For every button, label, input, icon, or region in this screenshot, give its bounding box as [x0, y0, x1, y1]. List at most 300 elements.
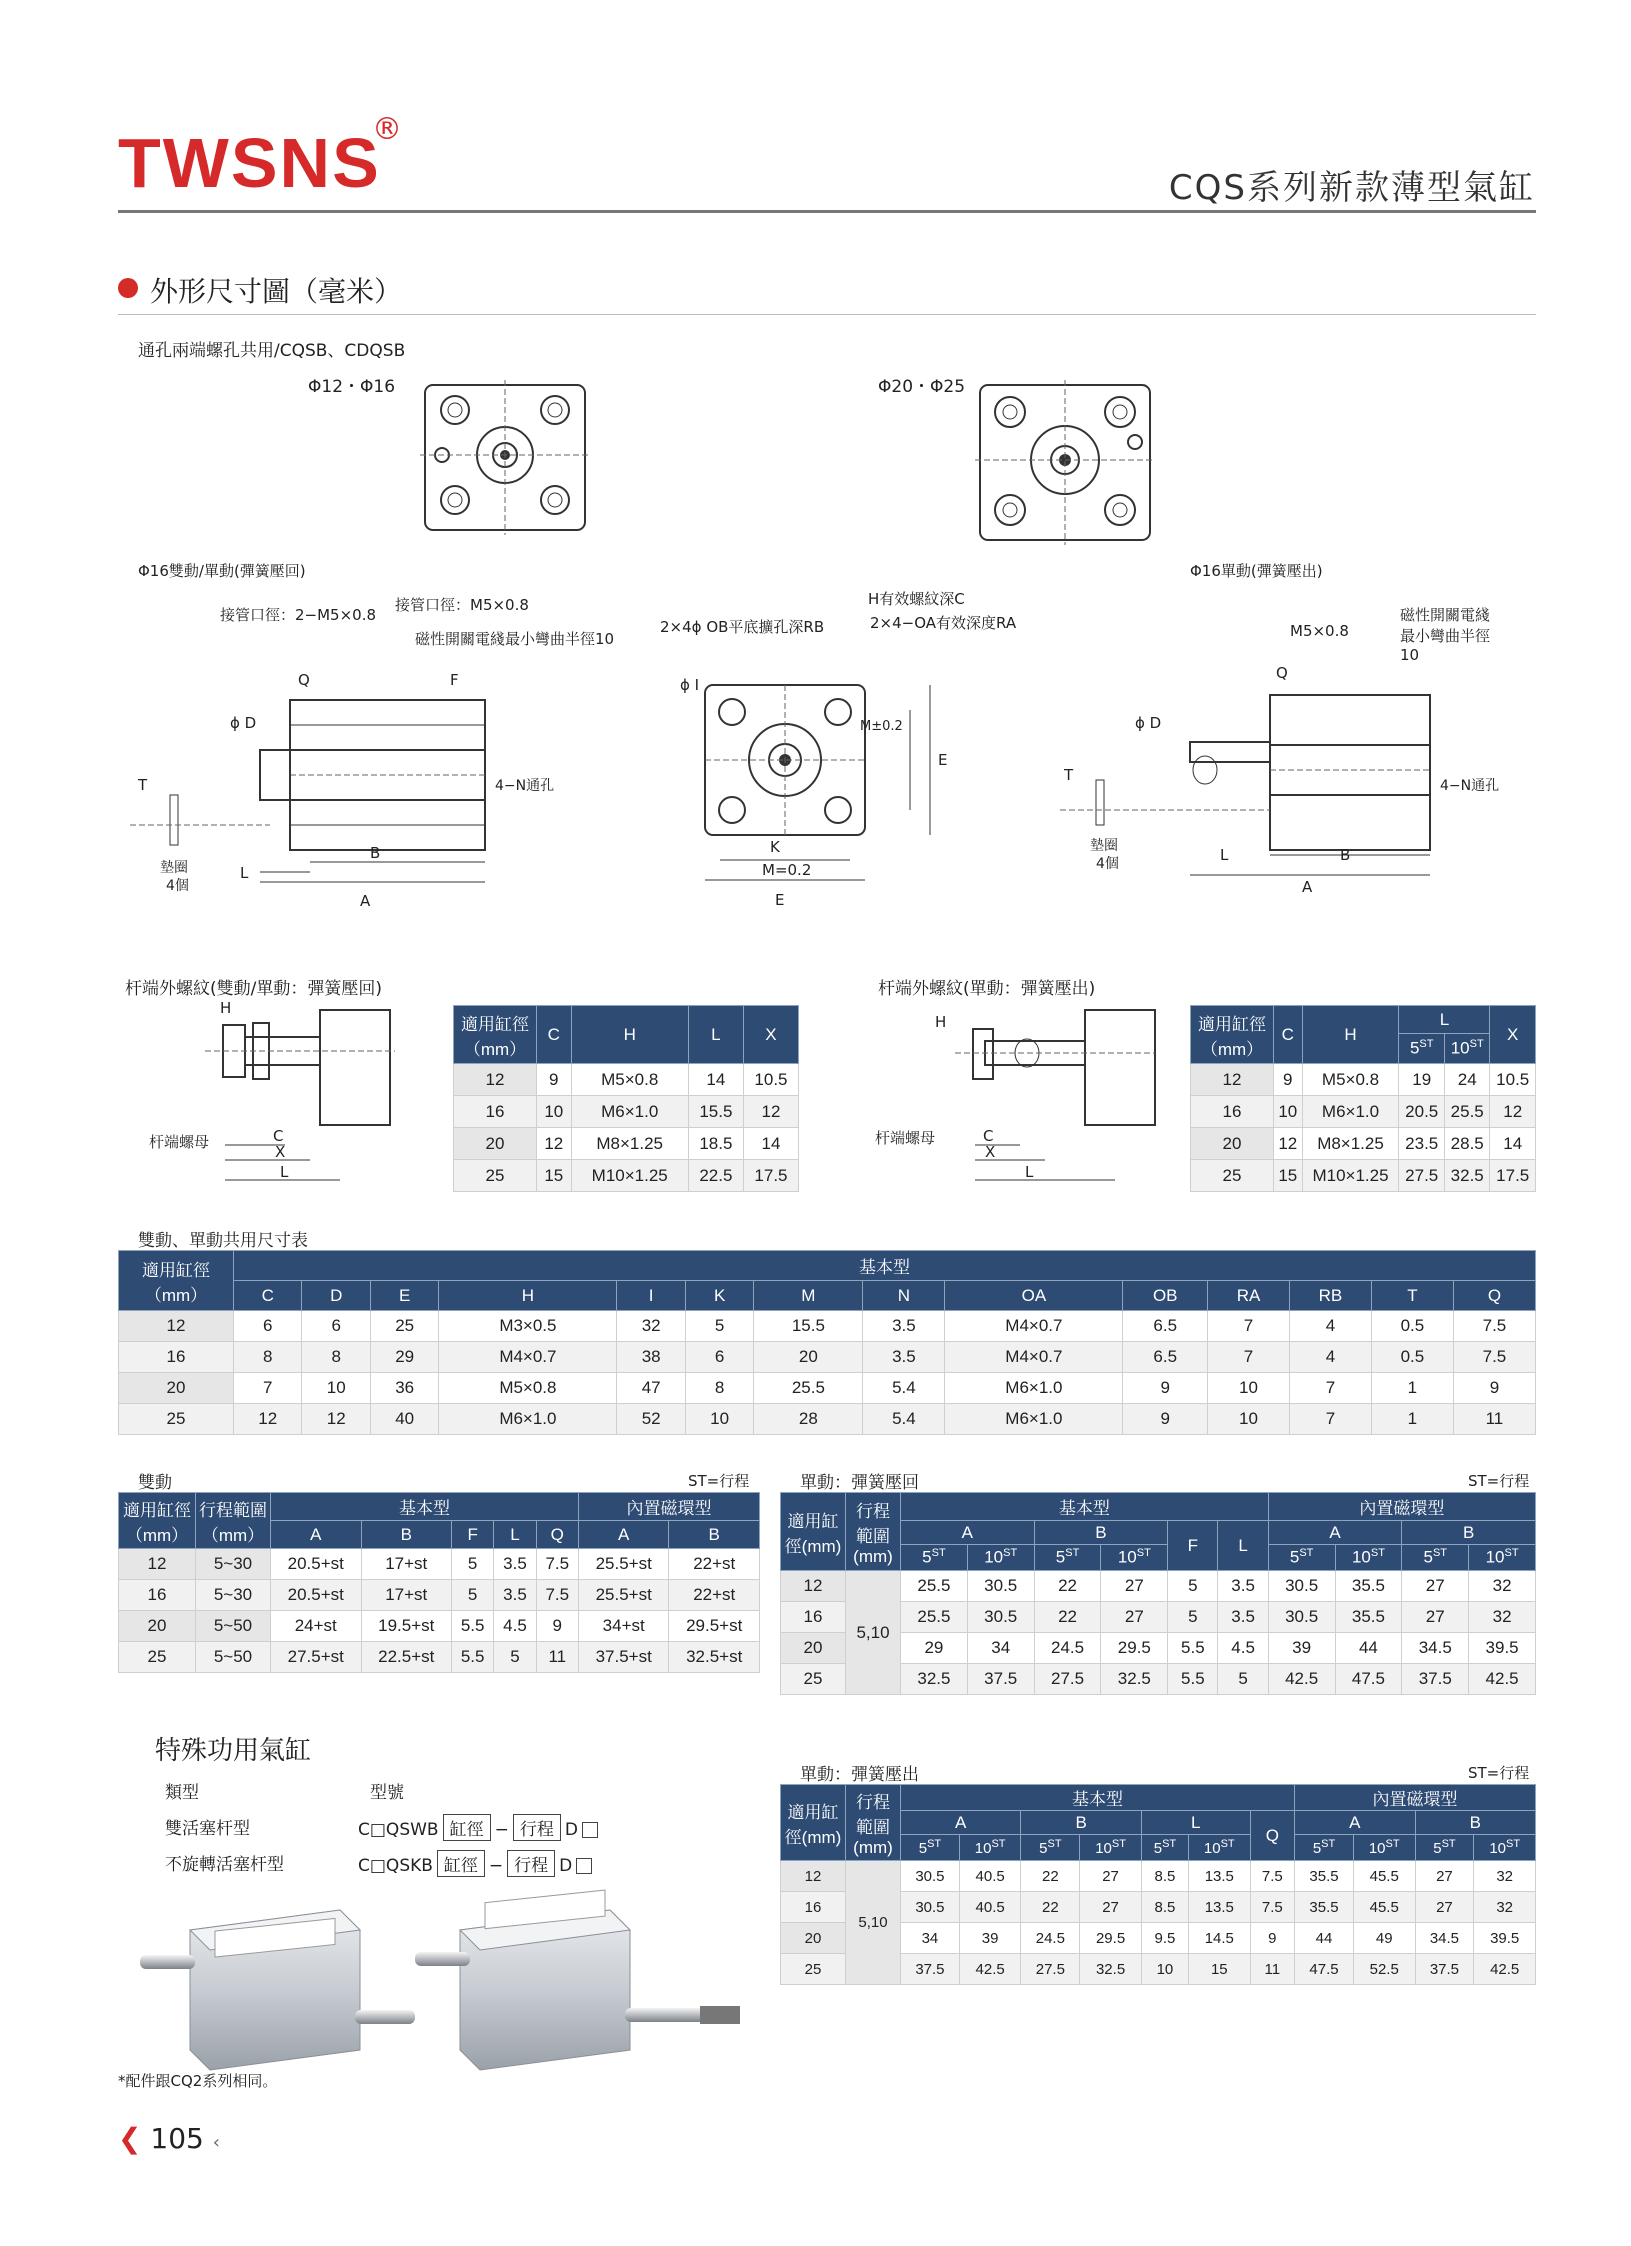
table-cell: 11: [1453, 1404, 1535, 1435]
table-cell: 32.5+st: [669, 1642, 760, 1673]
table-cell: 16: [119, 1580, 196, 1611]
table-cell: 19: [1399, 1064, 1445, 1096]
table-cell: 6: [302, 1311, 370, 1342]
common-title: 雙動、單動共用尺寸表: [138, 1231, 308, 1251]
rod-right-h-10st: 10ST: [1444, 1034, 1490, 1064]
stroke-header: 5ST: [1402, 1545, 1469, 1571]
table-cell: 8.5: [1141, 1892, 1188, 1923]
table-cell: 27: [1080, 1861, 1142, 1892]
rod-right-h-bore: 適用缸徑（mm）: [1191, 1006, 1274, 1064]
table-cell: 12: [781, 1571, 846, 1602]
table-cell: 47.5: [1335, 1664, 1402, 1695]
dim-q: Q: [298, 671, 310, 689]
table-cell: 12: [1191, 1064, 1274, 1096]
table-cell: 27: [1080, 1892, 1142, 1923]
table-cell: 1: [1371, 1404, 1453, 1435]
table-cell: M5×0.8: [1302, 1064, 1399, 1096]
table-cell: 27: [1101, 1602, 1168, 1633]
table-cell: 27: [1415, 1892, 1474, 1923]
table-header: RB: [1289, 1281, 1371, 1311]
rod-right-h-x: X: [1490, 1006, 1536, 1064]
table-cell: 5.5: [1168, 1664, 1218, 1695]
single-ext-h-mag-a: A: [1295, 1811, 1415, 1835]
table-row: [119, 1342, 1536, 1373]
label-switch-radius: 磁性開關電綫最小彎曲半徑10: [415, 630, 615, 648]
table-cell: 22: [1021, 1892, 1080, 1923]
table-cell: 32.5: [1101, 1664, 1168, 1695]
table-cell: 7.5: [1250, 1892, 1295, 1923]
double-h-bore: 適用缸徑（mm）: [119, 1493, 196, 1549]
table-cell: 12: [302, 1404, 370, 1435]
single-ext-table: [780, 1784, 1536, 1985]
table-row: [781, 1861, 1536, 1892]
dim-b-right: B: [1340, 846, 1351, 864]
table-cell: 5.5: [452, 1642, 494, 1673]
rod-right-nut: 杆端螺母: [875, 1129, 936, 1147]
stroke-header: 5ST: [901, 1545, 968, 1571]
single-ext-title: 單動：彈簧壓出: [800, 1765, 919, 1785]
double-st-note: ST=行程: [688, 1472, 750, 1490]
table-cell: 25.5: [901, 1571, 968, 1602]
table-cell: 42.5: [1469, 1664, 1536, 1695]
table-cell: 4: [1289, 1342, 1371, 1373]
rod-left-nut: 杆端螺母: [149, 1133, 210, 1151]
table-cell: 20: [454, 1128, 537, 1160]
rod-right-title: 杆端外螺紋(單動：彈簧壓出): [878, 979, 1096, 999]
table-cell: 0.5: [1371, 1342, 1453, 1373]
rod-right-h-l: L: [1399, 1006, 1490, 1034]
table-cell: 27.5: [1021, 1954, 1080, 1985]
table-row: [454, 1096, 799, 1128]
table-cell: 35.5: [1295, 1861, 1354, 1892]
special-model-header: 型號: [370, 1783, 404, 1803]
table-cell: 9: [1453, 1373, 1535, 1404]
table-cell: 23.5: [1399, 1128, 1445, 1160]
table-cell: 6.5: [1123, 1311, 1208, 1342]
single-ret-h-mag-b: B: [1402, 1521, 1536, 1545]
rod-end-right-drawing: [875, 995, 1155, 1195]
table-header: Q: [536, 1521, 578, 1549]
common-h-basic: 基本型: [234, 1251, 1536, 1281]
label-h-thread: H有效螺紋深C: [868, 590, 965, 608]
table-cell: 32.5: [901, 1664, 968, 1695]
double-h-basic: 基本型: [271, 1493, 579, 1521]
table-cell: 7.5: [536, 1580, 578, 1611]
label-d20-25: Φ20・Φ25: [878, 377, 966, 397]
dim-k: K: [770, 838, 780, 856]
table-cell: 34.5: [1415, 1923, 1474, 1954]
table-cell: 3.5: [494, 1580, 536, 1611]
table-cell: 17.5: [743, 1160, 798, 1192]
rod-left-h-x: X: [743, 1006, 798, 1064]
table-cell: 12: [234, 1404, 302, 1435]
table-cell: 39.5: [1474, 1923, 1536, 1954]
table-cell: 12: [119, 1311, 234, 1342]
chevron-left-icon: ❮: [118, 2122, 142, 2155]
table-header: N: [863, 1281, 945, 1311]
table-cell: 3.5: [1218, 1602, 1268, 1633]
table-cell: 14: [688, 1064, 743, 1096]
table-cell: 25: [1191, 1160, 1274, 1192]
table-cell: 10: [1141, 1954, 1188, 1985]
common-table: [118, 1250, 1536, 1435]
table-cell: 24.5: [1021, 1923, 1080, 1954]
label-washer-right: 墊圈: [1090, 838, 1118, 854]
table-cell: 8: [685, 1373, 753, 1404]
table-cell: 7.5: [1453, 1342, 1535, 1373]
special-type-2: 不旋轉活塞杆型: [165, 1855, 284, 1875]
rod-right-c: C: [983, 1127, 994, 1145]
table-cell: 40.5: [959, 1861, 1021, 1892]
single-ext-h-range: 行程範圍(mm): [846, 1785, 901, 1861]
table-cell: 5: [1218, 1664, 1268, 1695]
table-cell: 28: [754, 1404, 863, 1435]
rod-right-x: X: [985, 1143, 996, 1161]
table-row: [119, 1373, 1536, 1404]
stroke-header: 5ST: [1268, 1545, 1335, 1571]
single-ret-table: [780, 1492, 1536, 1695]
table-cell: 34: [901, 1923, 960, 1954]
special-type-1: 雙活塞杆型: [165, 1819, 250, 1839]
table-cell: 12: [1274, 1128, 1303, 1160]
table-row: [119, 1580, 760, 1611]
special-title: 特殊功用氣缸: [155, 1736, 312, 1766]
table-cell: 5,10: [846, 1861, 901, 1985]
dim-l: L: [240, 864, 249, 882]
table-cell: 12: [781, 1861, 846, 1892]
rod-left-x: X: [275, 1143, 286, 1161]
section-subtitle: 通孔兩端螺孔共用/CQSB、CDQSB: [138, 341, 406, 361]
table-cell: 37.5+st: [578, 1642, 669, 1673]
table-cell: 4: [1289, 1311, 1371, 1342]
single-ret-h-basic: 基本型: [901, 1493, 1269, 1521]
dim-i: ϕ I: [680, 676, 700, 694]
drawing-right-title: Φ16單動(彈簧壓出): [1190, 562, 1323, 580]
label-washer: 墊圈: [160, 860, 188, 876]
table-cell: 16: [119, 1342, 234, 1373]
table-cell: 29.5: [1101, 1633, 1168, 1664]
rod-left-h-h: H: [571, 1006, 688, 1064]
table-cell: 24.5: [1034, 1633, 1101, 1664]
table-cell: 16: [454, 1096, 537, 1128]
label-m5: M5×0.8: [1290, 622, 1349, 640]
rod-left-h-c: C: [537, 1006, 572, 1064]
label-port-2: 接管口徑：2−M5×0.8: [220, 606, 377, 624]
table-cell: M4×0.7: [945, 1342, 1123, 1373]
table-cell: 27: [1101, 1571, 1168, 1602]
table-cell: 20: [781, 1923, 846, 1954]
table-cell: 22: [1021, 1861, 1080, 1892]
table-cell: 0.5: [1371, 1311, 1453, 1342]
table-cell: 15: [537, 1160, 572, 1192]
stroke-header: 10ST: [1353, 1835, 1415, 1861]
table-cell: 14.5: [1189, 1923, 1251, 1954]
stroke-header: 10ST: [1080, 1835, 1142, 1861]
table-row: [454, 1128, 799, 1160]
registered-mark: ®: [372, 112, 402, 147]
table-cell: 35.5: [1335, 1571, 1402, 1602]
table-cell: 32: [1474, 1892, 1536, 1923]
table-cell: M5×0.8: [571, 1064, 688, 1096]
table-cell: 29: [901, 1633, 968, 1664]
table-cell: 3.5: [863, 1342, 945, 1373]
side-view-double-drawing: [130, 650, 555, 920]
dim-m-tol: M±0.2: [860, 719, 903, 734]
table-cell: 6: [685, 1342, 753, 1373]
table-cell: 15: [1274, 1160, 1303, 1192]
table-cell: 17.5: [1490, 1160, 1536, 1192]
table-cell: 30.5: [1268, 1602, 1335, 1633]
table-cell: 40.5: [959, 1892, 1021, 1923]
rod-right-table: [1190, 1005, 1536, 1192]
table-cell: 7: [1289, 1404, 1371, 1435]
table-header: OA: [945, 1281, 1123, 1311]
table-cell: 20.5+st: [271, 1580, 362, 1611]
table-row: [1191, 1160, 1536, 1192]
table-cell: 12: [537, 1128, 572, 1160]
rod-end-left-drawing: [145, 995, 395, 1195]
table-cell: 52: [617, 1404, 685, 1435]
label-ob: 2×4ϕ OB平底擴孔深RB: [660, 618, 825, 636]
rod-right-h-5st: 5ST: [1399, 1034, 1445, 1064]
stroke-header: 5ST: [1415, 1835, 1474, 1861]
dim-a: A: [360, 892, 371, 910]
table-cell: 25: [370, 1311, 438, 1342]
table-cell: 22: [1034, 1571, 1101, 1602]
table-header: I: [617, 1281, 685, 1311]
table-row: [781, 1571, 1536, 1602]
table-cell: 22+st: [669, 1549, 760, 1580]
single-ret-st-note: ST=行程: [1468, 1472, 1530, 1490]
table-cell: M6×1.0: [945, 1404, 1123, 1435]
table-cell: M4×0.7: [945, 1311, 1123, 1342]
single-ext-h-l: L: [1141, 1811, 1250, 1835]
stroke-header: 5ST: [1141, 1835, 1188, 1861]
table-cell: 10: [1208, 1404, 1290, 1435]
double-title: 雙動: [138, 1473, 172, 1493]
stroke-header: 5ST: [1295, 1835, 1354, 1861]
single-ret-h-a: A: [901, 1521, 1035, 1545]
table-cell: M8×1.25: [571, 1128, 688, 1160]
table-cell: 7.5: [1250, 1861, 1295, 1892]
header-divider: [118, 210, 1536, 213]
table-cell: 38: [617, 1342, 685, 1373]
table-cell: 13.5: [1189, 1892, 1251, 1923]
single-ret-h-mag-a: A: [1268, 1521, 1402, 1545]
table-cell: 27: [1402, 1571, 1469, 1602]
table-header: F: [452, 1521, 494, 1549]
rod-right-l: L: [1025, 1163, 1034, 1181]
table-cell: 39: [1268, 1633, 1335, 1664]
dim-d-right: ϕ D: [1135, 714, 1162, 732]
table-cell: 29: [370, 1342, 438, 1373]
common-h-bore: 適用缸徑（mm）: [119, 1251, 234, 1311]
table-cell: 8.5: [1141, 1861, 1188, 1892]
side-view-single-drawing: [1060, 650, 1500, 900]
table-header: D: [302, 1281, 370, 1311]
table-cell: 47.5: [1295, 1954, 1354, 1985]
table-cell: 37.5: [967, 1664, 1034, 1695]
table-cell: 3.5: [863, 1311, 945, 1342]
table-cell: 16: [1191, 1096, 1274, 1128]
label-oa: 2×4−OA有效深度RA: [870, 614, 1017, 632]
table-header: OB: [1123, 1281, 1208, 1311]
single-ext-st-note: ST=行程: [1468, 1764, 1530, 1782]
table-cell: 25.5+st: [578, 1580, 669, 1611]
label-washer-count: 4個: [166, 878, 189, 894]
table-header: A: [271, 1521, 362, 1549]
table-cell: 39.5: [1469, 1633, 1536, 1664]
end-view-drawing: [660, 650, 960, 920]
table-cell: 12: [743, 1096, 798, 1128]
table-cell: 45.5: [1353, 1861, 1415, 1892]
table-cell: 6: [234, 1311, 302, 1342]
table-cell: 30.5: [901, 1892, 960, 1923]
table-cell: 34: [967, 1633, 1034, 1664]
table-cell: M10×1.25: [1302, 1160, 1399, 1192]
single-ext-h-mag-b: B: [1415, 1811, 1536, 1835]
table-row: [119, 1611, 760, 1642]
table-cell: 22+st: [669, 1580, 760, 1611]
table-cell: 9: [1123, 1373, 1208, 1404]
table-cell: 5~30: [196, 1580, 271, 1611]
special-model-2: C□QSKB 缸徑 − 行程 D: [358, 1850, 596, 1877]
table-cell: 35.5: [1295, 1892, 1354, 1923]
table-cell: 5~50: [196, 1642, 271, 1673]
table-cell: 14: [1490, 1128, 1536, 1160]
table-cell: 42.5: [1474, 1954, 1536, 1985]
table-cell: 27.5: [1034, 1664, 1101, 1695]
label-switch-radius-2: 磁性開關電綫最小彎曲半徑10: [1400, 606, 1491, 664]
table-cell: 37.5: [901, 1954, 960, 1985]
table-cell: 32: [617, 1311, 685, 1342]
table-cell: 14: [743, 1128, 798, 1160]
dim-a-right: A: [1302, 878, 1313, 896]
table-cell: 45.5: [1353, 1892, 1415, 1923]
table-cell: 5: [1168, 1602, 1218, 1633]
table-cell: 20: [1191, 1128, 1274, 1160]
dim-q-right: Q: [1276, 664, 1288, 682]
table-cell: M8×1.25: [1302, 1128, 1399, 1160]
page-number-text: 105: [150, 2122, 204, 2155]
table-cell: 52.5: [1353, 1954, 1415, 1985]
table-cell: 15.5: [688, 1096, 743, 1128]
single-ret-h-bore: 適用缸徑(mm): [781, 1493, 846, 1571]
rod-left-h-l: L: [688, 1006, 743, 1064]
stroke-header: 10ST: [1101, 1545, 1168, 1571]
table-cell: 11: [1250, 1954, 1295, 1985]
rod-right-h: H: [935, 1013, 947, 1031]
table-cell: 9: [1123, 1404, 1208, 1435]
table-cell: 32.5: [1444, 1160, 1490, 1192]
product-photo: [130, 1890, 750, 2080]
table-header: L: [494, 1521, 536, 1549]
table-cell: 32: [1469, 1602, 1536, 1633]
table-cell: 30.5: [1268, 1571, 1335, 1602]
table-cell: 6.5: [1123, 1342, 1208, 1373]
table-cell: 9: [537, 1064, 572, 1096]
rod-right-h-c: C: [1274, 1006, 1303, 1064]
stroke-header: 10ST: [1335, 1545, 1402, 1571]
special-type-header: 類型: [165, 1783, 199, 1803]
table-cell: 25.5: [754, 1373, 863, 1404]
table-cell: 7: [1289, 1373, 1371, 1404]
table-cell: 9: [1274, 1064, 1303, 1096]
table-cell: 47: [617, 1373, 685, 1404]
single-ret-h-l: L: [1218, 1521, 1268, 1571]
dim-t-right: T: [1064, 766, 1074, 784]
double-h-mag: 內置磁環型: [578, 1493, 759, 1521]
stroke-header: 5ST: [901, 1835, 960, 1861]
table-row: [1191, 1128, 1536, 1160]
table-cell: 10.5: [1490, 1064, 1536, 1096]
table-cell: 18.5: [688, 1128, 743, 1160]
rod-left-l: L: [280, 1163, 289, 1181]
table-cell: 7: [1208, 1311, 1290, 1342]
table-cell: 42.5: [1268, 1664, 1335, 1695]
table-cell: 16: [781, 1602, 846, 1633]
table-row: [119, 1404, 1536, 1435]
table-cell: 8: [234, 1342, 302, 1373]
table-cell: 12: [119, 1549, 196, 1580]
table-cell: 17+st: [361, 1549, 452, 1580]
table-cell: 32.5: [1080, 1954, 1142, 1985]
dim-b: B: [370, 844, 381, 862]
table-cell: 5.4: [863, 1404, 945, 1435]
table-cell: 25: [119, 1404, 234, 1435]
table-header: H: [439, 1281, 617, 1311]
table-cell: 32: [1469, 1571, 1536, 1602]
table-cell: 37.5: [1402, 1664, 1469, 1695]
table-cell: 5: [685, 1311, 753, 1342]
table-cell: M6×1.0: [1302, 1096, 1399, 1128]
table-cell: 22.5+st: [361, 1642, 452, 1673]
brand-logo: TWSNS: [118, 124, 381, 202]
table-header: K: [685, 1281, 753, 1311]
table-cell: 30.5: [901, 1861, 960, 1892]
table-cell: 20: [781, 1633, 846, 1664]
single-ext-h-q: Q: [1250, 1811, 1295, 1861]
table-header: M: [754, 1281, 863, 1311]
table-cell: 10.5: [743, 1064, 798, 1096]
table-row: [119, 1549, 760, 1580]
table-cell: 25: [119, 1642, 196, 1673]
section-bullet-icon: [118, 278, 138, 298]
table-cell: M5×0.8: [439, 1373, 617, 1404]
single-ret-h-f: F: [1168, 1521, 1218, 1571]
label-d12-16: Φ12・Φ16: [308, 377, 396, 397]
rod-right-h-h: H: [1302, 1006, 1399, 1064]
dim-e-vertical: E: [938, 751, 948, 769]
table-cell: 1: [1371, 1373, 1453, 1404]
table-row: [119, 1642, 760, 1673]
table-cell: 35.5: [1335, 1602, 1402, 1633]
table-cell: 32: [1474, 1861, 1536, 1892]
table-cell: 10: [1274, 1096, 1303, 1128]
table-cell: 22.5: [688, 1160, 743, 1192]
table-cell: M6×1.0: [439, 1404, 617, 1435]
table-cell: 30.5: [967, 1602, 1034, 1633]
rod-left-h: H: [220, 999, 232, 1017]
stroke-header: 10ST: [967, 1545, 1034, 1571]
table-header: B: [669, 1521, 760, 1549]
table-cell: 25.5+st: [578, 1549, 669, 1580]
table-cell: 24: [1444, 1064, 1490, 1096]
table-cell: 22: [1034, 1602, 1101, 1633]
table-cell: 4.5: [1218, 1633, 1268, 1664]
table-cell: 9: [1250, 1923, 1295, 1954]
table-cell: 7.5: [536, 1549, 578, 1580]
